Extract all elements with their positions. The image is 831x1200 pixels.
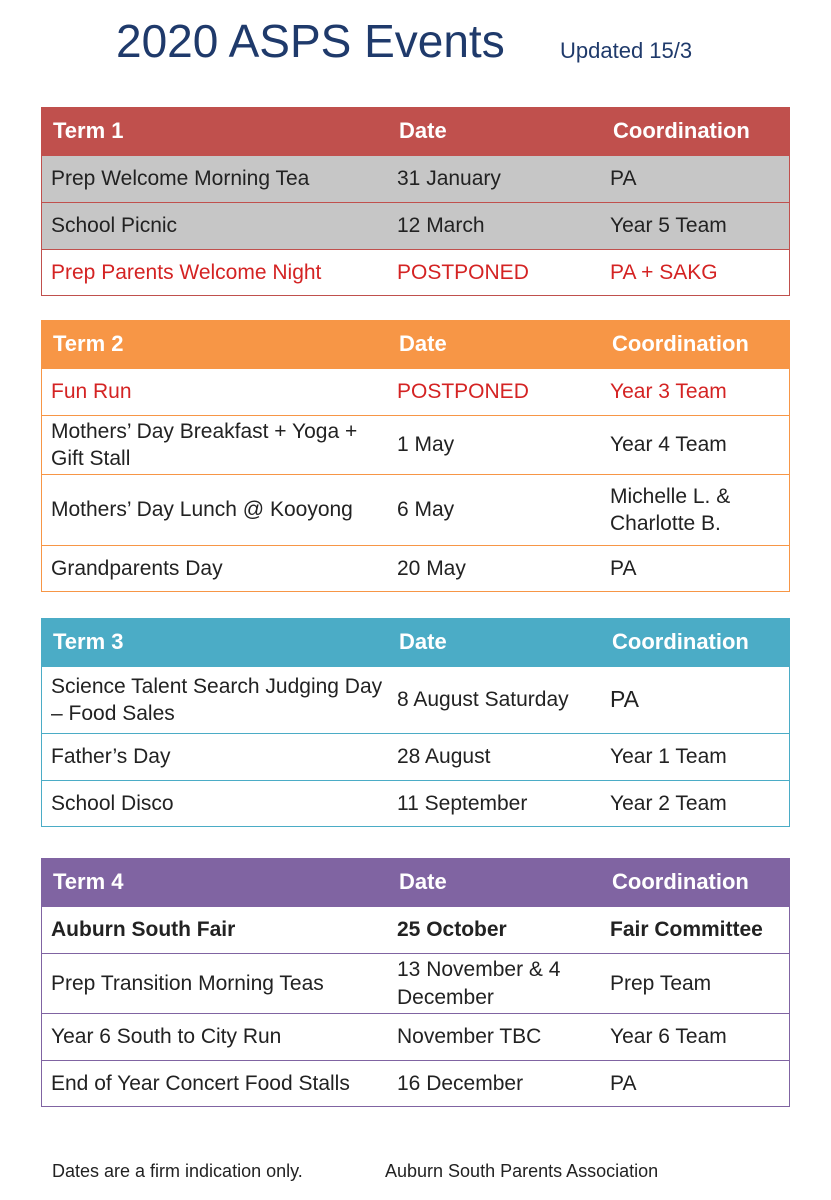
event-coordination: PA + SAKG: [610, 260, 718, 284]
table-row: [42, 368, 789, 415]
event-coordination: Fair Committee: [610, 918, 763, 942]
event-coordination: PA: [610, 556, 637, 580]
term-4-header: [42, 858, 789, 906]
event-date: 28 August: [397, 745, 491, 769]
table-row: [42, 155, 789, 202]
event-name: Prep Transition Morning Teas: [51, 971, 324, 995]
event-name: School Disco: [51, 791, 174, 815]
footer-organization: Auburn South Parents Association: [385, 1161, 659, 1181]
event-coordination: PA: [610, 167, 637, 191]
date-header: Date: [399, 628, 447, 654]
date-header: Date: [399, 868, 447, 894]
table-row: [42, 953, 789, 1013]
table-row: [42, 733, 789, 780]
event-coordination: PA: [610, 1071, 637, 1095]
table-row: [42, 474, 789, 545]
event-date: 31 January: [397, 167, 501, 191]
event-date: 1 May: [397, 433, 455, 457]
event-name: Auburn South Fair: [51, 918, 236, 942]
term-name: Term 2: [53, 330, 124, 356]
event-date: 8 August Saturday: [397, 688, 569, 712]
page-title: 2020 ASPS Events: [116, 15, 505, 67]
event-coordination: PA: [610, 686, 639, 713]
term-3-table: [41, 618, 790, 827]
event-date: 20 May: [397, 556, 466, 580]
event-name: Prep Parents Welcome Night: [51, 260, 322, 284]
event-coordination: Year 4 Team: [610, 433, 727, 457]
event-name: End of Year Concert Food Stalls: [51, 1071, 350, 1095]
term-2-table: [41, 320, 790, 592]
table-row: [42, 202, 789, 249]
event-name: Father’s Day: [51, 745, 171, 769]
event-name: Fun Run: [51, 380, 132, 404]
coordination-header: Coordination: [613, 117, 750, 143]
event-date: 6 May: [397, 498, 455, 522]
footer-note: Dates are a firm indication only.: [52, 1161, 303, 1181]
event-coordination: Year 5 Team: [610, 214, 727, 238]
event-date: 12 March: [397, 214, 485, 238]
event-name: Science Talent Search Judging Day – Food Sales: [51, 674, 383, 725]
event-name: Mothers’ Day Lunch @ Kooyong: [51, 498, 353, 522]
term-name: Term 3: [53, 628, 124, 654]
event-date: 16 December: [397, 1071, 524, 1095]
event-name: Year 6 South to City Run: [51, 1025, 282, 1049]
event-name: Prep Welcome Morning Tea: [51, 167, 310, 191]
event-coordination: Year 6 Team: [610, 1025, 727, 1049]
term-1-header: [42, 107, 789, 155]
term-name: Term 4: [53, 868, 124, 894]
event-name: Mothers’ Day Breakfast + Yoga + Gift Stall: [51, 419, 358, 470]
event-date: 11 September: [397, 791, 528, 815]
table-row: [42, 249, 789, 295]
event-coordination: Year 2 Team: [610, 791, 727, 815]
event-date: POSTPONED: [397, 380, 529, 404]
coordination-header: Coordination: [612, 628, 749, 654]
event-coordination: Year 1 Team: [610, 745, 727, 769]
event-coordination: Prep Team: [610, 971, 712, 995]
event-name: School Picnic: [51, 214, 178, 238]
table-row: [42, 780, 789, 826]
table-row: [42, 415, 789, 474]
table-row: [42, 545, 789, 591]
event-coordination: Year 3 Team: [610, 380, 727, 404]
coordination-header: Coordination: [612, 868, 749, 894]
table-row: [42, 906, 789, 953]
event-date: November TBC: [397, 1025, 542, 1049]
event-date: 25 October: [397, 918, 507, 942]
table-row: [42, 666, 789, 733]
updated-date: Updated 15/3: [560, 38, 693, 63]
term-2-header: [42, 320, 789, 368]
term-1-table: [41, 107, 790, 296]
term-name: Term 1: [53, 117, 124, 143]
term-3-header: [42, 618, 789, 666]
table-row: [42, 1060, 789, 1106]
event-coordination: Michelle L. & Charlotte B.: [610, 484, 731, 535]
date-header: Date: [399, 330, 447, 356]
event-name: Grandparents Day: [51, 556, 223, 580]
event-date: 13 November & 4 December: [397, 958, 561, 1009]
date-header: Date: [399, 117, 447, 143]
table-row: [42, 1013, 789, 1060]
term-4-table: [41, 858, 790, 1107]
coordination-header: Coordination: [612, 330, 749, 356]
event-date: POSTPONED: [397, 260, 529, 284]
